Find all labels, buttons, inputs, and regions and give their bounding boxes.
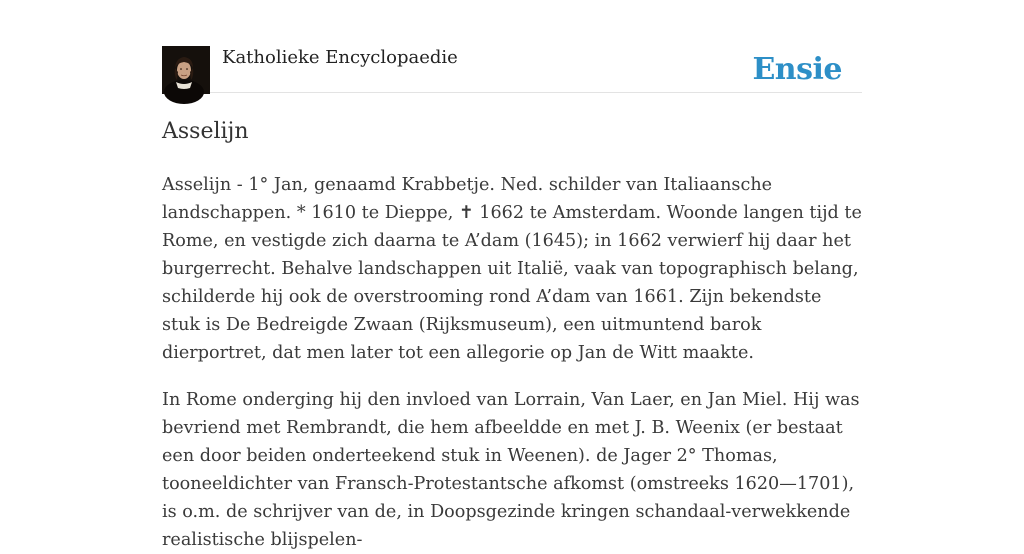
site-name[interactable]: Katholieke Encyclopaedie [222, 47, 458, 68]
site-header [162, 0, 862, 93]
portrait-avatar-icon[interactable] [162, 46, 210, 94]
article-paragraph: Asselijn - 1° Jan, genaamd Krabbetje. Ned. schilder van Italiaansche landschappen. * 1610 te Dieppe, ✝ 1662 te Amsterdam. Woonde langen tijd te Rome, en vestigde zich daarna te A’dam (1645); in 1662 verwierf hij daar het burgerrecht. Behalve landschappen uit Italië, vaak van topographisch belang, schilderde hij ook de overstrooming rond A’dam van 1661. Zijn bekendste stuk is De Bedreigde Zwaan (Rijksmuseum), een uitmuntend barok dierportret, dat men later tot een allegorie op Jan de Witt maakte. [162, 175, 862, 363]
page [162, 0, 862, 554]
article-title: Asselijn [162, 119, 249, 144]
article-paragraph: In Rome onderging hij den invloed van Lorrain, Van Laer, en Jan Miel. Hij was bevriend met Rembrandt, die hem afbeeldde en met J. B. Weenix (er bestaat een door beiden onderteekend stuk in Weenen). de Jager 2° Thomas, tooneeldichter van Fransch-Protestantsche afkomst (omstreeks 1620—1701), is o.m. de schrijver van de, in Doopsgezinde kringen schandaal-verwekkende realistische blijspelen- [162, 390, 860, 550]
portrait-image [162, 46, 210, 94]
brand-logo[interactable]: Ensie [752, 52, 842, 87]
